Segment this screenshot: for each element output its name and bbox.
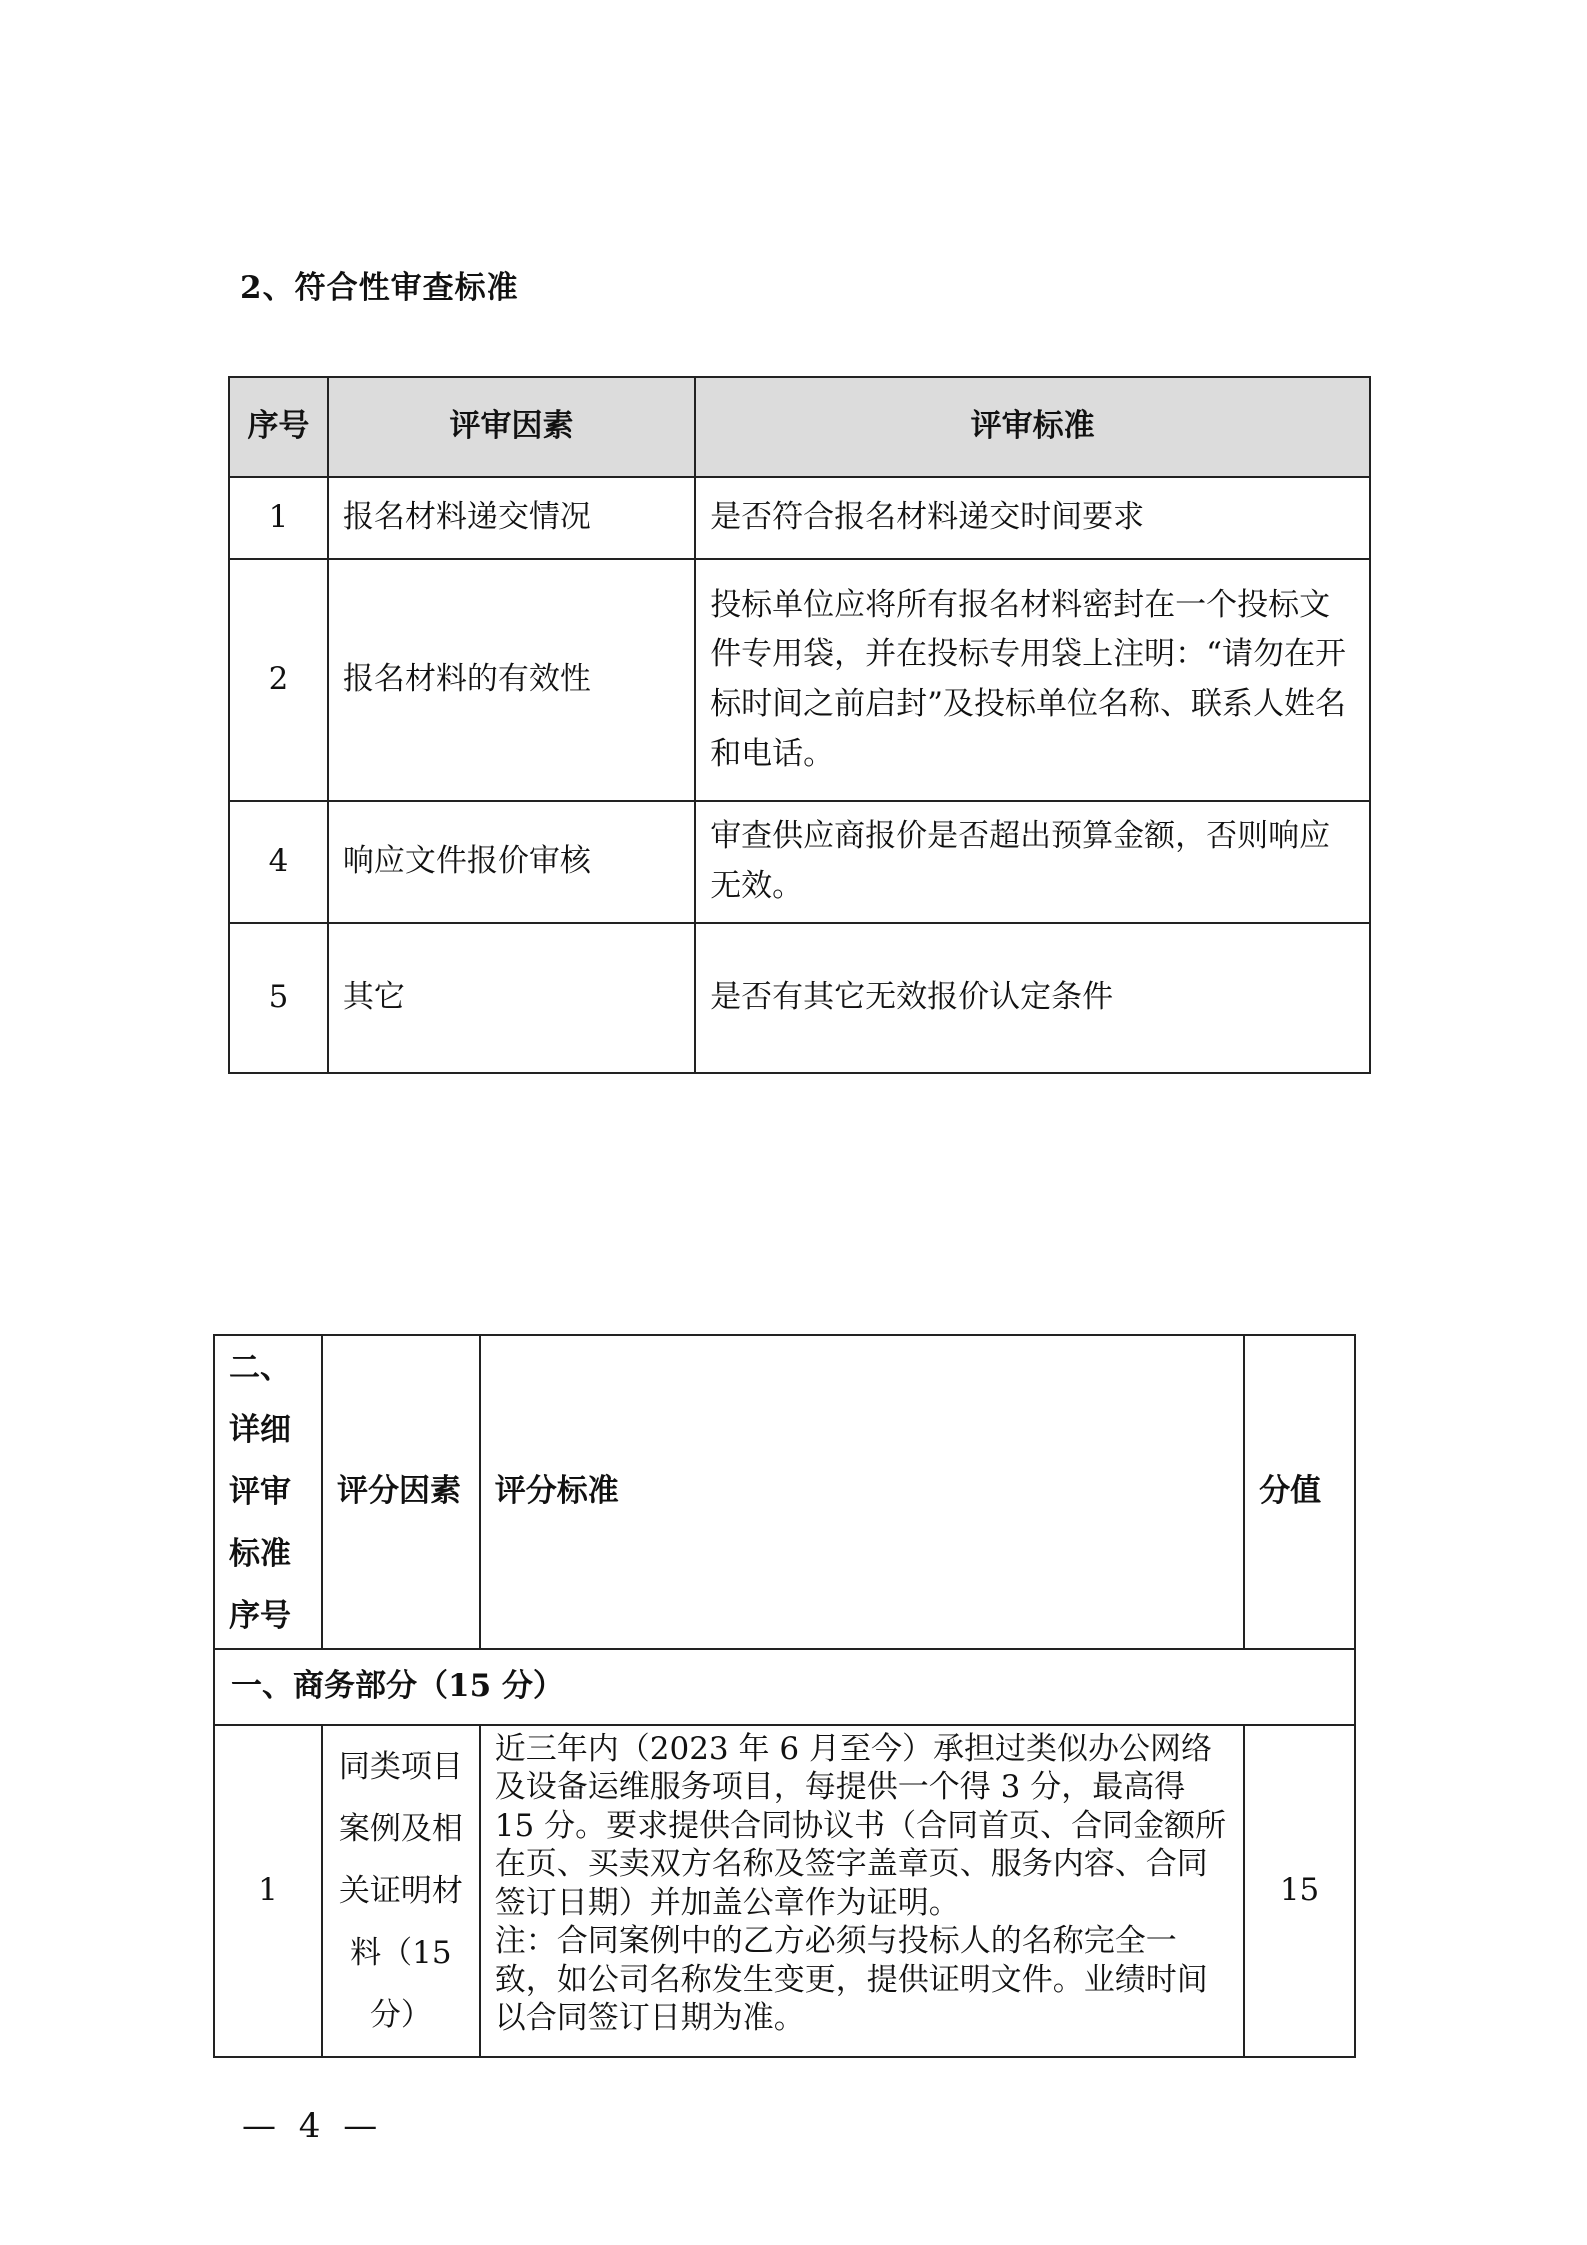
row-no: 5 bbox=[229, 923, 328, 1073]
header-factor: 评分因素 bbox=[322, 1335, 480, 1649]
group-title: 一、商务部分（15 分） bbox=[214, 1649, 1355, 1725]
table-row bbox=[229, 801, 1370, 923]
conformity-review-table bbox=[228, 376, 1371, 1074]
header-factor: 评审因素 bbox=[328, 377, 695, 477]
table-row bbox=[214, 1725, 1355, 2057]
row-standard: 审查供应商报价是否超出预算金额，否则响应无效。 bbox=[695, 801, 1370, 923]
header-seq: 序号 bbox=[229, 377, 328, 477]
table-row bbox=[229, 477, 1370, 559]
standard-note: 注：合同案例中的乙方必须与投标人的名称完全一致，如公司名称发生变更，提供证明文件。业绩时间以合同签订日期为准。 bbox=[494, 1923, 1208, 2037]
header-standard: 评审标准 bbox=[695, 377, 1370, 477]
row-standard: 是否有其它无效报价认定条件 bbox=[695, 923, 1370, 1073]
row-factor: 报名材料的有效性 bbox=[328, 559, 695, 801]
group-row bbox=[214, 1649, 1355, 1725]
section-title: 2、符合性审查标准 bbox=[240, 270, 519, 306]
row-standard: 是否符合报名材料递交时间要求 bbox=[695, 477, 1370, 559]
row-no: 2 bbox=[229, 559, 328, 801]
detailed-review-table bbox=[213, 1334, 1356, 2058]
standard-paragraph: 近三年内（2023 年 6 月至今）承担过类似办公网络及设备运维服务项目，每提供一个得 3 分，最高得 15 分。要求提供合同协议书（合同首页、合同金额所在页、买卖双方名称及签字盖章页、服务内容、合同签订日期）并加盖公章作为证明。 bbox=[494, 1731, 1227, 1921]
table-row bbox=[229, 923, 1370, 1073]
header-standard: 评分标准 bbox=[480, 1335, 1244, 1649]
row-no: 1 bbox=[229, 477, 328, 559]
header-score: 分值 bbox=[1244, 1335, 1355, 1649]
row-factor: 其它 bbox=[328, 923, 695, 1073]
row-standard: 投标单位应将所有报名材料密封在一个投标文件专用袋，并在投标专用袋上注明：“请勿在开标时间之前启封”及投标单位名称、联系人姓名和电话。 bbox=[695, 559, 1370, 801]
row-factor: 响应文件报价审核 bbox=[328, 801, 695, 923]
table-header-row bbox=[214, 1335, 1355, 1649]
row-score: 15 bbox=[1244, 1725, 1355, 2057]
row-factor: 同类项目案例及相关证明材料（15分） bbox=[322, 1725, 480, 2057]
row-no: 4 bbox=[229, 801, 328, 923]
row-no: 1 bbox=[214, 1725, 322, 2057]
table-row bbox=[229, 559, 1370, 801]
table-header-row bbox=[229, 377, 1370, 477]
row-standard bbox=[480, 1725, 1244, 2057]
header-seq: 二、 详细 评审 标准 序号 bbox=[214, 1335, 322, 1649]
page-number: — 4 — bbox=[242, 2106, 384, 2146]
row-factor: 报名材料递交情况 bbox=[328, 477, 695, 559]
